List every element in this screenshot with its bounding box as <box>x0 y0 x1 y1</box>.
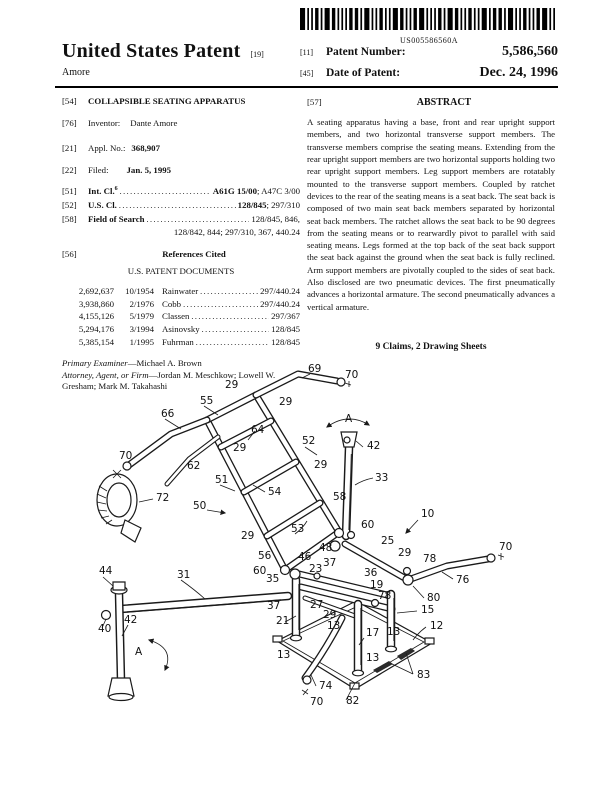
patent-drawing <box>55 352 555 782</box>
arm-end-cap <box>123 462 131 470</box>
patent-number-tag: [11] <box>300 48 314 57</box>
dot-leader <box>196 337 269 349</box>
filed-label: Filed: <box>88 164 109 175</box>
figure-ref-numeral: 46 <box>298 551 312 563</box>
leg-end-cap <box>303 676 311 684</box>
figure-ref-numeral: 13 <box>277 649 291 661</box>
figure-ref-numeral: 31 <box>177 569 191 581</box>
leader-80 <box>413 586 424 598</box>
figure-ref-numeral: 72 <box>156 492 170 504</box>
us-cl-primary: 128/845 <box>237 200 267 211</box>
figure-ref-numeral: 19 <box>370 579 384 591</box>
ref-name: Cobb <box>162 298 182 309</box>
leader-74 <box>311 675 316 686</box>
figure-ref-numeral: 52 <box>302 435 316 447</box>
pivot-arrow-A-bottom <box>149 640 168 670</box>
date-label: Date of Patent: <box>326 67 401 79</box>
dot-leader <box>191 311 269 323</box>
joint-35 <box>290 569 300 579</box>
ref-name: Rainwater <box>162 286 199 297</box>
figure-ref-numeral: 66 <box>161 408 175 420</box>
filed-date: Jan. 5, 1995 <box>126 164 172 175</box>
header-left <box>62 40 264 78</box>
claims-line: 9 Claims, 2 Drawing Sheets <box>375 342 487 352</box>
figure-ref-numeral: 80 <box>427 592 441 604</box>
cap-44-top <box>113 582 125 590</box>
arm-end-cap <box>487 554 495 562</box>
patent-number-label: Patent Number: <box>326 46 406 58</box>
headrest-arm-66 <box>129 420 207 465</box>
corner-pad-13 <box>273 636 282 642</box>
arm-support-76 <box>408 559 488 580</box>
barcode-text: US005586560A <box>399 36 458 45</box>
dot-leader <box>183 299 258 311</box>
invention-title-row <box>62 96 300 108</box>
figure-ref-numeral: 29 <box>233 442 247 454</box>
int-cl-primary: A61G 15/00 <box>212 186 257 197</box>
us-cl-row <box>62 200 300 212</box>
barcode-block <box>300 8 558 45</box>
leader-44 <box>103 577 113 586</box>
seatback-top-crossbar <box>207 395 256 420</box>
attorney-names: —Jordan M. Meschkow; Lowell W. Gresham; Mark M. Takahashi <box>62 369 276 392</box>
reference-row <box>62 337 300 349</box>
figure-ref-numeral: 78 <box>378 590 392 602</box>
figure-ref-numeral: 35 <box>266 573 280 585</box>
field-of-search-1: 128/845, 846, <box>251 213 300 224</box>
figure-ref-numeral: 42 <box>124 614 138 626</box>
ref-number: 4,155,126 <box>78 311 114 322</box>
inventor-name: Dante Amore <box>130 117 178 128</box>
figure-ref-numeral: 82 <box>346 695 360 707</box>
primary-examiner-label: Primary Examiner <box>62 358 128 369</box>
joint-48 <box>335 529 344 538</box>
figure-ref-numeral: 60 <box>361 519 375 531</box>
attorney-label: Attorney, Agent, or Firm <box>62 369 149 380</box>
ref-number: 5,385,154 <box>78 336 114 347</box>
figure-ref-numeral: 53 <box>291 523 305 535</box>
invention-title: COLLAPSIBLE SEATING APPARATUS <box>88 96 246 106</box>
figure-ref-numeral: 13 <box>387 626 401 638</box>
ratchet-60 <box>348 532 355 539</box>
figure-ref-numeral: A <box>345 413 353 425</box>
figure-ref-numeral: 58 <box>333 491 347 503</box>
ref-date: 2/1976 <box>129 298 154 309</box>
page-title: United States Patent <box>62 40 241 62</box>
ref-class: 128/845 <box>271 336 300 347</box>
foot-13 <box>291 635 302 641</box>
figure-ref-numeral: 27 <box>310 599 324 611</box>
reference-row <box>62 311 300 323</box>
header-right <box>300 44 558 86</box>
inventor-label: Inventor: <box>88 117 121 128</box>
ref-class: 297/440.24 <box>260 298 300 309</box>
figure-ref-numeral: 17 <box>366 627 380 639</box>
ref-date: 3/1994 <box>129 323 154 334</box>
figure-ref-numeral: 64 <box>251 424 265 436</box>
dot-leader <box>202 324 270 336</box>
figure-ref-numeral: 51 <box>215 474 229 486</box>
figure-ref-numeral: 40 <box>98 623 112 635</box>
figure-ref-numeral: 48 <box>319 542 333 554</box>
date-tag: [45] <box>300 69 314 78</box>
field-tag: [22] <box>62 164 77 175</box>
appl-no-row <box>62 143 300 155</box>
ref-number: 5,294,176 <box>78 323 114 334</box>
date-value: Dec. 24, 1996 <box>479 65 558 80</box>
field-tag: [56] <box>62 248 77 259</box>
joint-56 <box>281 566 290 575</box>
figure-ref-numeral: 13 <box>366 652 380 664</box>
figure-ref-numeral: 54 <box>268 486 282 498</box>
figure-ref-numeral: 55 <box>200 395 214 407</box>
ref-date: 10/1954 <box>125 286 154 297</box>
references-cited-title: References Cited <box>162 248 226 259</box>
primary-examiner-name: —Michael A. Brown <box>127 358 202 369</box>
corner-pad-13 <box>425 638 434 644</box>
reference-row <box>62 324 300 336</box>
leader-33 <box>355 478 373 485</box>
figure-ref-numeral: 44 <box>99 565 113 577</box>
knob-bolt <box>344 437 350 443</box>
abstract-title: ABSTRACT <box>416 97 472 108</box>
us-cl-label: U.S. Cl. <box>88 200 117 211</box>
figure-ref-numeral: 23 <box>309 563 323 575</box>
leader-10 <box>406 520 418 533</box>
ratchet-78 <box>404 568 411 575</box>
figure-ref-numeral: 15 <box>421 604 435 616</box>
foot-13 <box>386 646 397 652</box>
ref-class: 297/440.24 <box>260 286 300 297</box>
left-post-42 <box>119 594 121 680</box>
figure-ref-numeral: 37 <box>323 557 337 569</box>
figure-ref-numeral: 21 <box>276 615 290 627</box>
figure-ref-numeral: 70 <box>499 541 513 553</box>
field-of-search-row <box>62 214 300 226</box>
left-foot-base <box>109 694 133 701</box>
field-tag: [76] <box>62 117 77 128</box>
inventor-row <box>62 118 300 130</box>
field-tag: [54] <box>62 96 77 106</box>
figure-ref-numeral: 70 <box>310 696 324 708</box>
int-cl-secondary: ; A47C 3/00 <box>256 186 300 197</box>
elbow-80 <box>403 575 413 585</box>
figure-ref-numeral: 36 <box>364 567 378 579</box>
figure-ref-numeral: A <box>135 646 143 658</box>
field-tag: [57] <box>307 97 322 107</box>
figure-ref-numeral: 50 <box>193 500 207 512</box>
dot-leader <box>119 200 236 212</box>
field-tag: [51] <box>62 186 77 197</box>
clamp-70 <box>498 553 504 560</box>
figure-ref-numeral: 29 <box>225 379 239 391</box>
abstract-column <box>307 96 555 354</box>
us-cl-secondary: ; 297/310 <box>266 200 300 211</box>
figure-ref-numeral: 76 <box>456 574 470 586</box>
figure-ref-numeral: 29 <box>241 530 255 542</box>
ref-class: 128/845 <box>271 323 300 334</box>
leader-55 <box>204 406 218 415</box>
figure-ref-numeral: 13 <box>327 620 341 632</box>
figure-ref-numeral: 29 <box>279 396 293 408</box>
arm-end-cap <box>337 378 345 386</box>
figure-ref-numeral: 69 <box>308 363 322 375</box>
int-cl-sup: 6 <box>114 186 118 193</box>
leader-42-top <box>356 441 363 447</box>
figure-ref-numeral: 10 <box>421 508 435 520</box>
leader-52 <box>305 447 317 455</box>
figure-ref-numeral: 60 <box>253 565 267 577</box>
leader-66 <box>165 419 181 429</box>
barcode <box>300 8 558 30</box>
ref-name: Asinovsky <box>162 323 200 334</box>
ref-date: 5/1979 <box>129 311 154 322</box>
leader-76 <box>442 572 453 579</box>
foot-82 <box>353 670 364 676</box>
figure-ref-numeral: 42 <box>367 440 381 452</box>
header-rule <box>55 86 558 88</box>
abstract-text: A seating apparatus having a base, front and rear upright support members, and two horizontal transverse support members. The transverse members comprise the seating means. Extending from the rear upright support members are two horizontal supports holding two rear upright support members. Leg support members are rotatably mounted to the transverse support members. Coupled by ratchet devices to the rear of the seating means is a seat back. The seat back is composed of two main seat back members separated by horizontal seat back members. The ratchet allows the seat back to be 90 degrees from the seating means or to rearwardly pivot to parallel with said seating means. Legs formed at the top back of the seat back support the seat back against the ground when the seat back is fully reclined. Arm support members are pivotally coupled to the sides of seat back. Also disclosed are two pneumatic devices. The first pneumatically advances a horizontal armature. The second pneumatically advances a vertical armature. <box>307 117 556 312</box>
leader-15 <box>397 611 417 613</box>
abstract-heading <box>307 96 555 110</box>
knob-40 <box>102 611 111 620</box>
dot-leader <box>200 286 258 298</box>
ref-number: 2,692,637 <box>78 286 114 297</box>
inventor-surname: Amore <box>62 67 90 78</box>
title-kind-code: [19] <box>250 50 264 59</box>
int-cl-label: Int. Cl. <box>88 186 115 197</box>
figure-ref-numeral: 25 <box>381 535 395 547</box>
figure-ref-numeral: 29 <box>398 547 412 559</box>
field-tag: [58] <box>62 213 77 224</box>
date-of-patent-row <box>300 65 558 81</box>
patent-number-value: 5,586,560 <box>502 44 558 59</box>
strap-tail <box>121 520 141 542</box>
figure-ref-numeral: 29 <box>323 609 337 621</box>
figure-ref-numeral: 33 <box>375 472 389 484</box>
figure-ref-numeral: 62 <box>187 460 201 472</box>
appl-number: 368,907 <box>131 143 160 154</box>
strap-72-inner <box>107 483 131 517</box>
clamp-70 <box>302 689 308 695</box>
appl-label: Appl. No.: <box>88 143 126 154</box>
filed-row <box>62 165 300 177</box>
ref-class: 297/367 <box>271 311 300 322</box>
figure-ref-numeral: 56 <box>258 550 272 562</box>
int-cl-row <box>62 186 300 198</box>
leader-50 <box>207 510 225 513</box>
us-patent-documents-title: U.S. PATENT DOCUMENTS <box>127 266 235 277</box>
patent-number-row <box>300 44 558 60</box>
reference-row <box>62 286 300 298</box>
figure-ref-numeral: 70 <box>345 369 359 381</box>
figure-ref-numeral: 37 <box>267 600 281 612</box>
figure-ref-numeral: 29 <box>314 459 328 471</box>
field-tag: [21] <box>62 143 77 154</box>
reference-row <box>62 299 300 311</box>
ref-number: 3,938,860 <box>78 298 114 309</box>
field-tag: [52] <box>62 200 77 211</box>
field-of-search-label: Field of Search <box>88 213 145 224</box>
figure-ref-numeral: 70 <box>119 450 133 462</box>
dot-leader <box>120 186 211 198</box>
field-of-search-2: 128/842, 844; 297/310, 367, 440.24 <box>173 227 300 238</box>
dot-leader <box>147 214 250 226</box>
leader-72 <box>139 499 153 502</box>
ref-name: Fuhrman <box>162 336 194 347</box>
leader-31 <box>181 580 205 599</box>
clamp-70 <box>345 381 351 387</box>
figure-ref-numeral: 74 <box>319 680 333 692</box>
figure-ref-numeral: 78 <box>423 553 437 565</box>
ref-name: Classen <box>162 311 190 322</box>
references-cited-heading <box>62 249 300 261</box>
ref-date: 1/1995 <box>129 336 154 347</box>
figure-ref-numeral: 12 <box>430 620 444 632</box>
bibliographic-column <box>62 96 300 393</box>
figure-ref-numeral: 83 <box>417 669 431 681</box>
horizontal-armature-31 <box>121 596 288 609</box>
